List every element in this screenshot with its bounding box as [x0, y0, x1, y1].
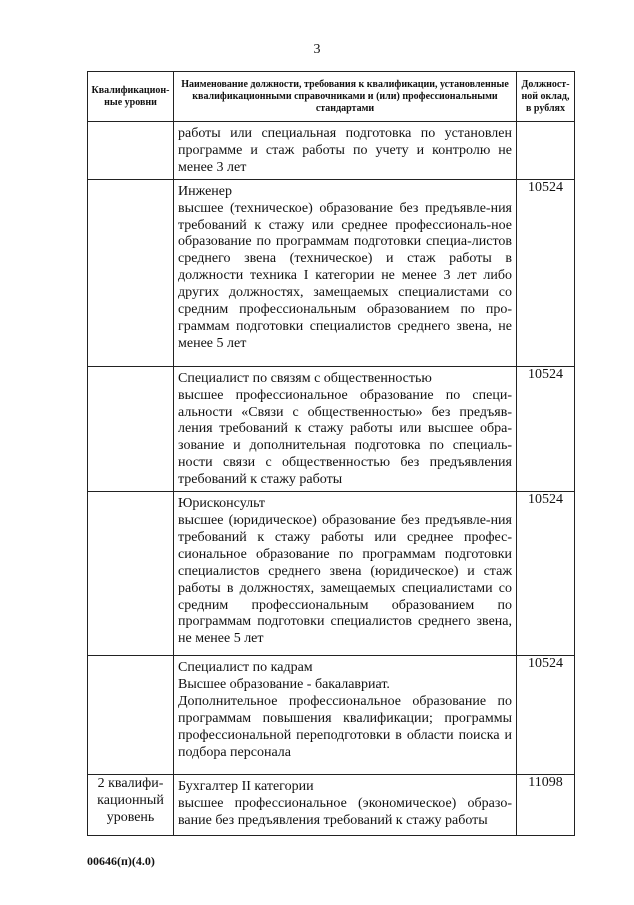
table-row: [88, 656, 575, 775]
header-salary: Должност-ной оклад, в рублях: [517, 72, 575, 122]
position-cell: [174, 775, 517, 836]
salary-cell: 11098: [517, 775, 575, 836]
table-row: [88, 492, 575, 656]
position-cell: [174, 366, 517, 491]
position-title: Бухгалтер II категории: [178, 779, 314, 795]
position-title: Инженер: [178, 183, 233, 199]
requirements-text: высшее профессиональное (экономическое) образо-вание без предъявления требований к стажу работы: [178, 795, 512, 828]
level-cell: [88, 492, 174, 656]
level-cell: [88, 366, 174, 491]
position-title: Специалист по кадрам: [178, 660, 313, 676]
salary-cell: 10524: [517, 179, 575, 366]
table-row: [88, 366, 575, 491]
position-cell: [174, 179, 517, 366]
qualification-table: [87, 71, 575, 836]
table-header-row: [88, 72, 575, 122]
requirements-text: Высшее образование - бакалавриат. Дополнительное профессиональное образование по программам повышения квалификации; программы профессиональной переподготовки в области поиска и подбора персонала: [178, 676, 512, 760]
level-cell: [88, 179, 174, 366]
requirements-text: высшее (техническое) образование без предъявле-ния требований к стажу или среднее профессиональ-ное образование по программам подготовки специа-листов среднего звена (техническое) и стаж работы в должности техника I категории не менее 3 лет либо других должностях, замещаемых специалистами со средним профессиональным образованием по про-граммам подготовки специалистов среднего звена, не менее 5 лет: [178, 200, 512, 351]
salary-cell: 10524: [517, 492, 575, 656]
requirements-text: высшее (юридическое) образование без предъявле-ния требований к стажу работы или среднее профес-сиональное образование по программам подготовки специалистов среднего звена (юридическое) и стаж работы в должностях, замещаемых специалистами со средним профессиональным образованием по программам подготовки специалистов среднего звена, не менее 5 лет: [178, 512, 512, 647]
header-qualification-levels: Квалификацион-ные уровни: [88, 72, 174, 122]
table-row: [88, 179, 575, 366]
position-cell: [174, 122, 517, 180]
position-title: Специалист по связям с общественностью: [178, 370, 432, 386]
salary-cell: 10524: [517, 656, 575, 775]
table-row: [88, 775, 575, 836]
position-cell: [174, 492, 517, 656]
position-title: Юрисконсульт: [178, 496, 266, 512]
page-number: 3: [313, 42, 321, 57]
salary-cell: 10524: [517, 366, 575, 491]
salary-cell: [517, 122, 575, 180]
requirements-text: работы или специальная подготовка по установлен программе и стаж работы по учету и контролю не менее 3 лет: [178, 126, 512, 175]
header-position-requirements: Наименование должности, требования к квалификации, установленные квалификационными справочниками и (или) профессиональными стандартами: [174, 72, 517, 122]
document-code: 00646(п)(4.0): [87, 854, 155, 868]
position-cell: [174, 656, 517, 775]
level-cell: [88, 122, 174, 180]
level-cell: [88, 656, 174, 775]
level-cell: 2 квалифи-кационный уровень: [88, 775, 174, 836]
table-row: [88, 122, 575, 180]
requirements-text: высшее профессиональное образование по специ-альности «Связи с общественностью» без предъяв-ления требований к стажу работы или высшее обра-зование и дополнительная подготовка по специаль-ности связи с общественностью без предъявления требований к стажу работы: [178, 387, 512, 488]
